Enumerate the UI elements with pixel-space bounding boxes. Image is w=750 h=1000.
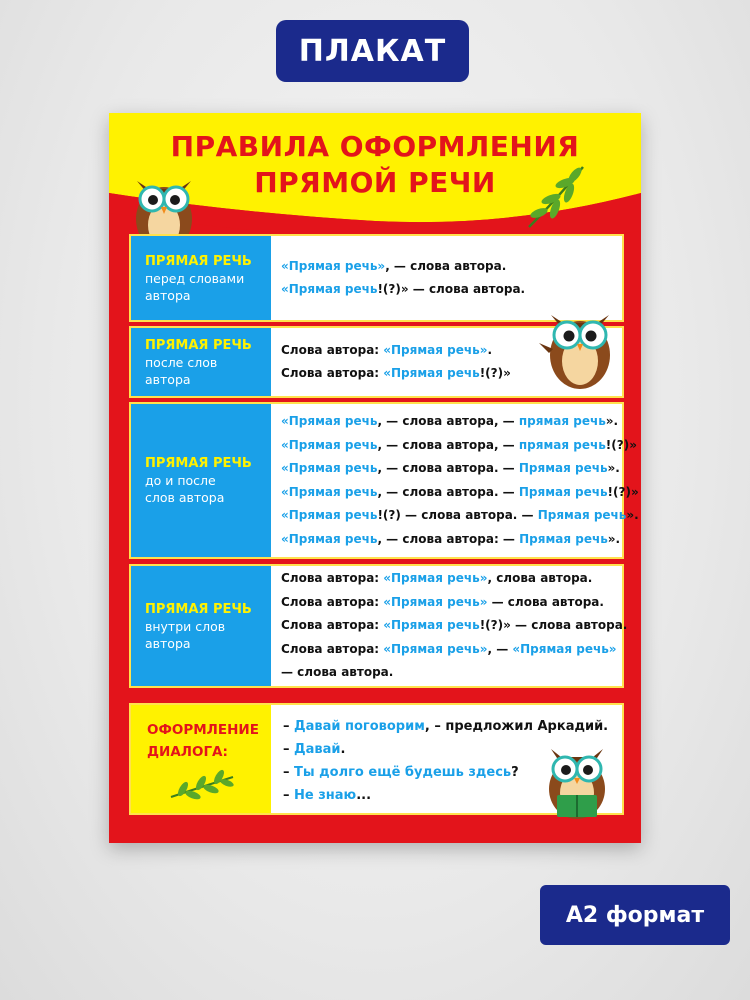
example-line bbox=[281, 614, 628, 638]
rule-label-title: ПРЯМАЯ РЕЧЬ bbox=[145, 337, 252, 353]
speech-fragment: «Прямая речь bbox=[383, 366, 480, 380]
rule-row-inside bbox=[129, 564, 628, 688]
example-line bbox=[281, 528, 622, 552]
speech-fragment: Ты долго ещё будешь здесь bbox=[294, 765, 512, 780]
dialog-label-line: ДИАЛОГА: bbox=[147, 744, 228, 760]
author-fragment: , — слова автора. bbox=[385, 258, 507, 273]
author-fragment: !(?)» bbox=[605, 437, 637, 452]
speech-fragment: «Прямая речь bbox=[383, 618, 480, 633]
author-fragment: Слова автора: bbox=[281, 366, 384, 380]
speech-fragment: Прямая речь bbox=[518, 484, 608, 499]
author-fragment: !(?)» — слова автора. bbox=[377, 282, 526, 296]
rule-row-around bbox=[129, 402, 639, 559]
speech-fragment: «Прямая речь bbox=[281, 531, 378, 546]
author-fragment: ... bbox=[356, 788, 372, 803]
dialog-label bbox=[131, 705, 271, 813]
speech-fragment: прямая речь bbox=[518, 437, 606, 452]
author-fragment: Слова автора: bbox=[281, 571, 384, 586]
owl-icon bbox=[539, 293, 621, 393]
rule-label-line: автора bbox=[145, 635, 191, 651]
author-fragment: ». bbox=[607, 531, 621, 546]
owl-icon bbox=[537, 733, 617, 823]
example-line bbox=[281, 591, 622, 615]
example-line bbox=[281, 457, 622, 481]
author-fragment: ? bbox=[511, 765, 519, 780]
rule-label-line: до и после bbox=[145, 473, 216, 488]
example-line bbox=[281, 504, 639, 528]
poster bbox=[109, 113, 641, 843]
author-fragment: – bbox=[283, 719, 295, 734]
rule-label-line: внутри слов bbox=[145, 618, 226, 634]
example-line bbox=[281, 434, 637, 458]
title-line-2: ПРЯМОЙ РЕЧИ bbox=[254, 166, 496, 199]
author-fragment: , — слова автора: — bbox=[377, 531, 520, 546]
author-fragment: !(?) — слова автора. — bbox=[377, 508, 538, 522]
author-fragment: – bbox=[283, 788, 295, 803]
rule-examples bbox=[271, 566, 628, 686]
author-fragment: , — bbox=[487, 641, 513, 656]
speech-fragment: «Прямая речь» bbox=[383, 594, 488, 609]
speech-fragment: «Прямая речь bbox=[281, 414, 378, 428]
speech-fragment: «Прямая речь» bbox=[383, 342, 488, 357]
example-line bbox=[281, 410, 622, 434]
rule-label-line: после слов bbox=[145, 354, 218, 370]
author-fragment: , – предложил Аркадий. bbox=[424, 719, 609, 734]
speech-fragment: «Прямая речь bbox=[281, 508, 378, 522]
dialog-label-line: ОФОРМЛЕНИЕ bbox=[147, 722, 259, 738]
example-line bbox=[281, 638, 622, 662]
example-line bbox=[281, 481, 639, 505]
author-fragment: !(?)» — слова автора. bbox=[479, 618, 628, 633]
author-fragment: ». bbox=[607, 461, 620, 475]
author-fragment: . bbox=[340, 742, 346, 757]
author-fragment: , — слова автора. — bbox=[377, 461, 519, 475]
speech-fragment: «Прямая речь bbox=[281, 461, 378, 475]
author-fragment: – bbox=[283, 765, 295, 780]
poster-badge: ПЛАКАТ bbox=[276, 20, 469, 82]
rule-label bbox=[131, 236, 271, 320]
author-fragment: , — слова автора. — bbox=[377, 484, 519, 499]
rule-label bbox=[131, 566, 271, 686]
author-fragment: – bbox=[283, 742, 295, 757]
speech-fragment: «Прямая речь bbox=[281, 282, 378, 296]
speech-fragment: Прямая речь bbox=[519, 531, 608, 546]
rule-label bbox=[131, 404, 271, 557]
author-fragment: Слова автора: bbox=[281, 641, 384, 656]
author-fragment: — слова автора. bbox=[487, 594, 604, 609]
leaf-icon bbox=[167, 769, 237, 803]
rule-label bbox=[131, 328, 271, 396]
rule-label-line: перед словами bbox=[145, 270, 245, 286]
author-fragment: Слова автора: bbox=[281, 594, 384, 609]
speech-fragment: Прямая речь bbox=[518, 461, 608, 475]
speech-fragment: Давай поговорим bbox=[294, 719, 425, 734]
speech-fragment: прямая речь bbox=[518, 414, 606, 428]
author-fragment: ». bbox=[626, 508, 639, 522]
author-fragment: Слова автора: bbox=[281, 618, 384, 633]
rule-label-title: ПРЯМАЯ РЕЧЬ bbox=[145, 456, 252, 471]
speech-fragment: Не знаю bbox=[294, 788, 357, 803]
rule-label-line: слов автора bbox=[145, 490, 225, 505]
rule-label-title: ПРЯМАЯ РЕЧЬ bbox=[145, 253, 252, 269]
rule-label-line: автора bbox=[145, 287, 191, 303]
speech-fragment: «Прямая речь» bbox=[512, 641, 617, 656]
example-line bbox=[281, 661, 622, 685]
author-fragment: Слова автора: bbox=[281, 342, 384, 357]
author-fragment: ». bbox=[605, 414, 619, 428]
speech-fragment: Давай bbox=[294, 742, 341, 757]
speech-fragment: «Прямая речь» bbox=[383, 571, 488, 586]
speech-fragment: «Прямая речь bbox=[281, 437, 378, 452]
speech-fragment: «Прямая речь» bbox=[383, 641, 488, 656]
format-badge: А2 формат bbox=[540, 885, 730, 945]
speech-fragment: «Прямая речь bbox=[281, 484, 378, 499]
leaf-icon bbox=[525, 161, 589, 231]
rule-label-line: автора bbox=[145, 371, 191, 387]
example-line bbox=[281, 567, 622, 591]
author-fragment: !(?)» bbox=[479, 366, 511, 380]
author-fragment: . bbox=[487, 342, 493, 357]
rule-examples bbox=[271, 404, 639, 557]
speech-fragment: «Прямая речь» bbox=[281, 258, 386, 273]
author-fragment: , — слова автора, — bbox=[377, 437, 519, 452]
author-fragment: , слова автора. bbox=[487, 571, 593, 586]
author-fragment: , — слова автора, — bbox=[377, 414, 519, 428]
author-fragment: — слова автора. bbox=[281, 665, 394, 680]
rule-label-title: ПРЯМАЯ РЕЧЬ bbox=[145, 601, 252, 617]
speech-fragment: Прямая речь bbox=[537, 508, 627, 522]
author-fragment: !(?)» bbox=[607, 484, 639, 499]
title-line-1: ПРАВИЛА ОФОРМЛЕНИЯ bbox=[170, 130, 580, 163]
example-line bbox=[281, 255, 622, 279]
